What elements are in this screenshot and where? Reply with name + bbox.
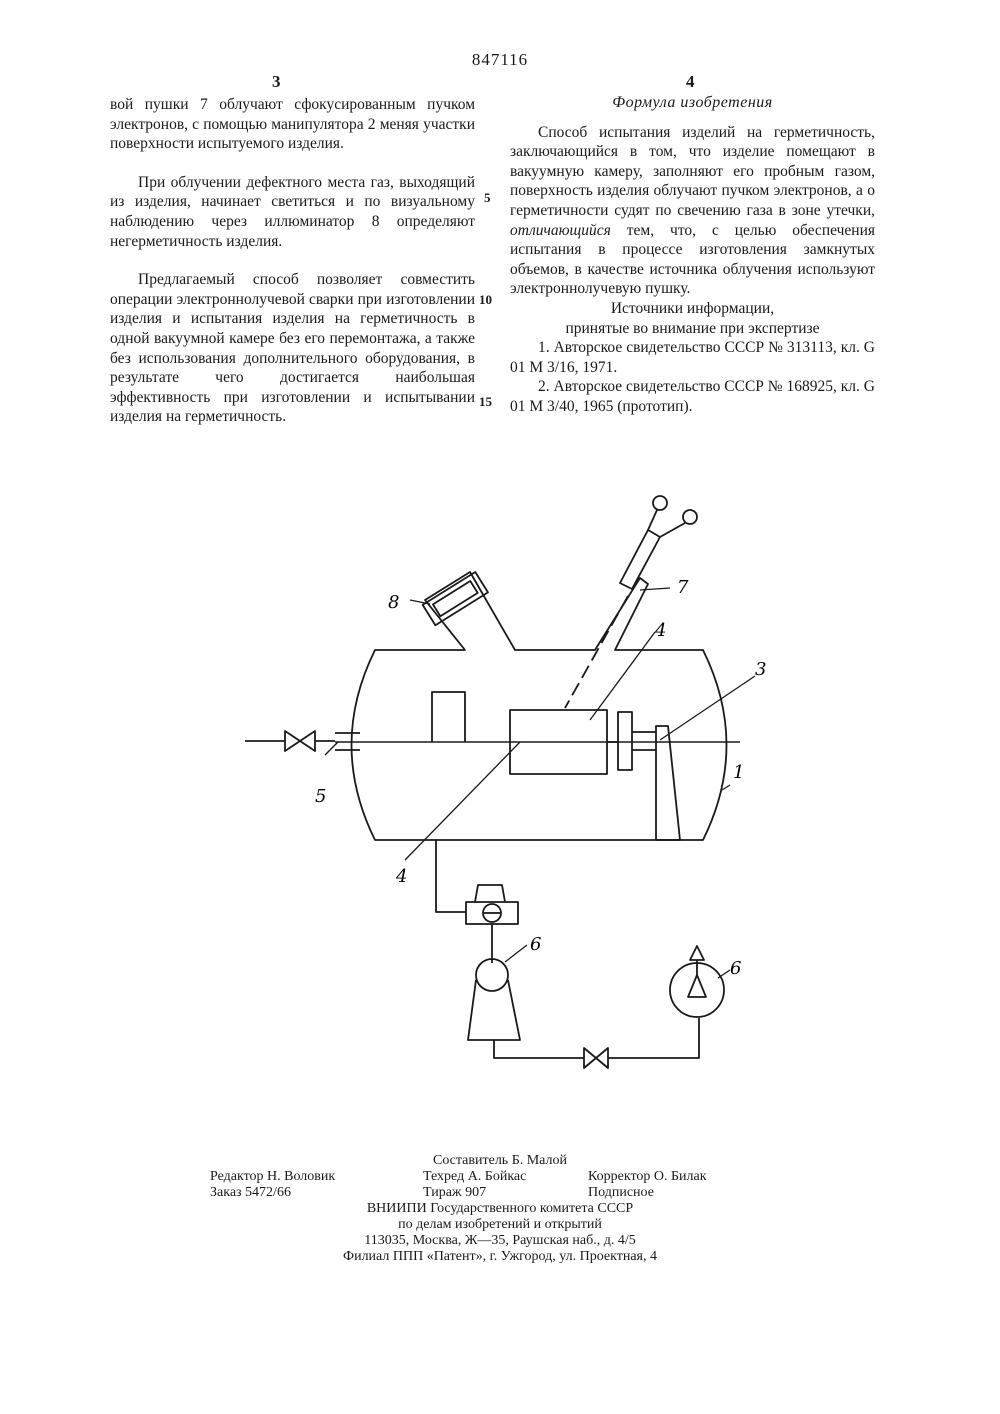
- claim-part-2: тем, что, с целью обеспечения испытания в процессе изготовления замкнутых объемов, в качестве источника облучения используют электроннолучевую пушку.: [510, 221, 875, 298]
- illuminator: [423, 572, 488, 625]
- patent-number: 847116: [471, 50, 529, 69]
- reference-1: 1. Авторское свидетельство СССР № 313113, кл. G 01 M 3/16, 1971.: [510, 339, 875, 376]
- imprint-circulation: Тираж 907: [423, 1185, 487, 1200]
- claim-distinguishing-word: отличающийся: [510, 221, 611, 239]
- imprint-address: 113035, Москва, Ж—35, Раушская наб., д. 4/5: [364, 1233, 636, 1248]
- imprint-organization-2: по делам изобретений и открытий: [398, 1217, 602, 1232]
- label-8: 8: [388, 592, 400, 613]
- imprint-editor: Редактор Н. Воловик: [210, 1169, 336, 1184]
- label-4: 4: [396, 866, 408, 887]
- line-number-5: 5: [484, 190, 491, 205]
- manipulator: [656, 726, 680, 840]
- label-2: 3: [755, 659, 767, 680]
- imprint-subscription: Подписное: [588, 1185, 654, 1200]
- electron-gun: [620, 496, 697, 589]
- vacuum-chamber: [352, 572, 727, 840]
- flange: [618, 712, 632, 770]
- imprint-tech-editor: Техред А. Бойкас: [423, 1169, 527, 1184]
- line-number-15: 15: [479, 394, 492, 409]
- pump-left: [476, 959, 508, 991]
- label-1: 1: [733, 762, 745, 783]
- imprint-compiler: Составитель Б. Малой: [432, 1153, 567, 1168]
- connecting-valve: [584, 1048, 608, 1068]
- imprint-order: Заказ 5472/66: [210, 1185, 291, 1200]
- small-block: [432, 692, 465, 742]
- left-column-number: 3: [272, 72, 281, 91]
- reference-2: 2. Авторское свидетельство СССР № 168925, кл. G 01 M 3/40, 1965 (прототип).: [510, 378, 875, 415]
- label-6-right: 6: [730, 958, 742, 979]
- line-number-10: 10: [479, 292, 492, 307]
- sources-heading-2: принятые во внимание при экспертизе: [565, 319, 820, 337]
- label-3: 4: [655, 620, 667, 641]
- imprint-corrector: Корректор О. Билак: [588, 1169, 707, 1184]
- left-paragraph-1: вой пушки 7 облучают сфокусированным пучком электронов, с помощью манипулятора 2 меняя участки поверхности испытуемого изделия.: [110, 96, 475, 153]
- label-6-left: 6: [530, 934, 542, 955]
- claim-part-1: Способ испытания изделий на герметичность, заключающийся в том, что изделие помещают в вакуумную камеру, заполняют его пробным газом, поверхность изделия облучают пучком электронов, а о герметичности судят по свечению газа в зоне утечки,: [510, 123, 875, 219]
- left-paragraph-3: Предлагаемый способ позволяет совместить операции электроннолучевой сварки при изготовлении изделия и испытания изделия на герметичность в одной вакуумной камере без его перемонтажа, а также без использования дополнительного оборудования, в результате чего достигается наибольшая эффективность при изготовлении и испытывании изделия на герметичность.: [110, 271, 475, 426]
- inlet-valve: [285, 731, 315, 751]
- formula-heading: Формула изобретения: [612, 94, 773, 111]
- left-paragraph-2: При облучении дефектного места газ, выходящий из изделия, начинает светиться и по визуальному наблюдению через иллюминатор 8 определяют негерметичность изделия.: [110, 173, 475, 250]
- sources-heading-1: Источники информации,: [610, 299, 775, 317]
- imprint-organization: ВНИИПИ Государственного комитета СССР: [366, 1201, 634, 1216]
- imprint-branch: Филиал ППП «Патент», г. Ужгород, ул. Проектная, 4: [343, 1249, 657, 1264]
- right-column-number: 4: [686, 72, 695, 91]
- label-7: 7: [677, 577, 689, 598]
- label-5: 5: [315, 786, 327, 807]
